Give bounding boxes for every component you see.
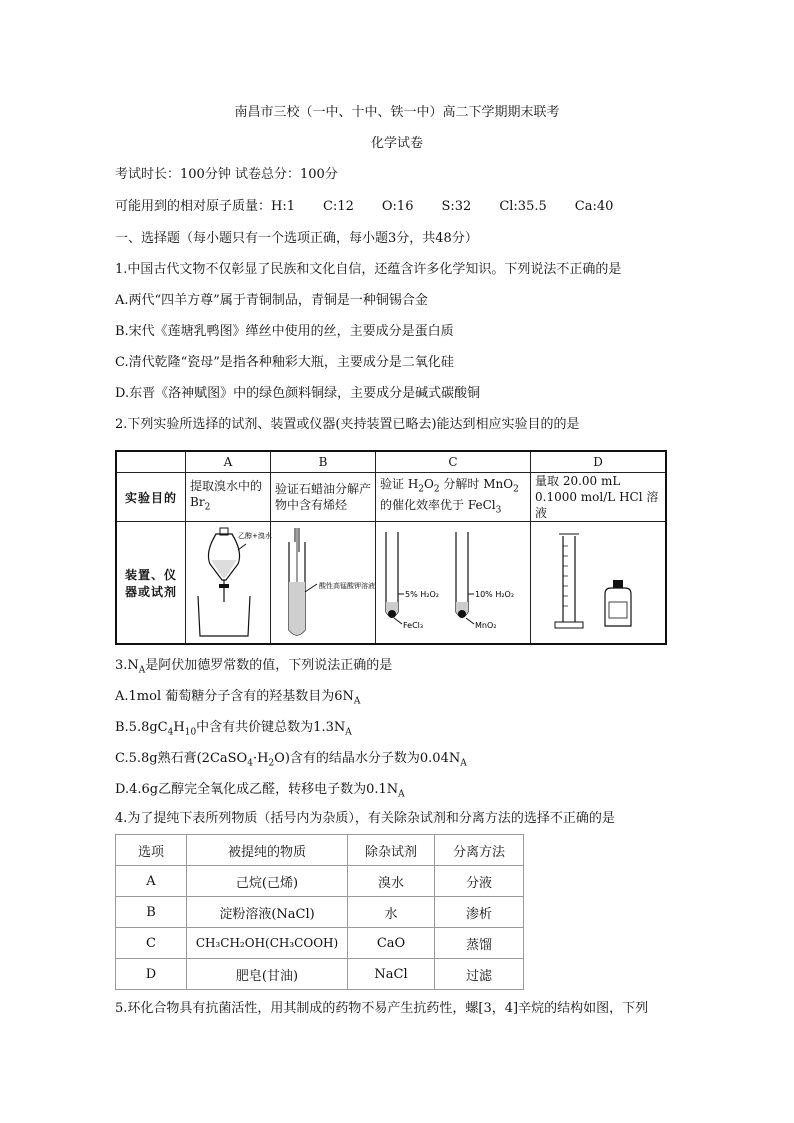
q2-purpose-c: 验证 $H_2O_2$ 分解时 MnO$_2$ 的催化效率优于 FeCl$_3$: [376, 473, 531, 522]
q2-apparatus-c: [376, 522, 531, 645]
section-heading: 一、选择题（每小题只有一个选项正确，每小题3分，共48分）: [115, 231, 478, 246]
q1-option-d: D.东晋《洛神赋图》中的绿色颜料铜绿，主要成分是碱式碳酸铜: [115, 386, 481, 401]
page-title: 南昌市三校（一中、十中、铁一中）高二下学期期末联考: [234, 105, 560, 120]
q1-option-b: B.宋代《莲塘乳鸭图》缂丝中使用的丝，主要成分是蛋白质: [115, 324, 454, 339]
table-row: A 己烷(己烯) 溴水 分液: [116, 866, 524, 897]
cylinder-and-bottle-icon: [535, 522, 661, 640]
q2-row-purpose: 实验目的: [116, 473, 186, 522]
q2-apparatus-a: [186, 522, 271, 645]
q4-header: 选项: [116, 835, 187, 866]
q2-col-c: C: [376, 451, 531, 473]
q4-header: 分离方法: [435, 835, 524, 866]
q4-header: 除杂试剂: [348, 835, 435, 866]
table-row: B 淀粉溶液(NaCl) 水 渗析: [116, 897, 524, 928]
q1-option-a: A.两代“四羊方尊”属于青铜制品，青铜是一种铜锡合金: [115, 293, 428, 308]
mass-c: C:12: [323, 199, 354, 214]
q4-header: 被提纯的物质: [187, 835, 348, 866]
q2-col-a: A: [186, 451, 271, 473]
mass-cl: Cl:35.5: [499, 199, 547, 214]
q1-stem: 1.中国古代文物不仅彰显了民族和文化自信，还蕴含许多化学知识。下列说法不正确的是: [115, 262, 622, 277]
q3-option-b: $B.5.8gC_4H_{10}$中含有共价键总数为$1.3N_A$: [115, 720, 352, 738]
mass-h: H:1: [271, 199, 296, 214]
separatory-funnel-icon: [190, 522, 272, 640]
q2-purpose-d: 量取 20.00 mL 0.1000 mol/L HCl 溶液: [531, 473, 667, 522]
q2-stem: 2.下列实验所选择的试剂、装置或仪器(夹持装置已略去)能达到相应实验目的的是: [115, 417, 580, 432]
atomic-masses: [115, 198, 613, 216]
q3-stem: $3.N_A$是阿伏加德罗常数的值，下列说法正确的是: [115, 658, 393, 676]
q2-apparatus-d: [531, 522, 667, 645]
q2-purpose-b: 验证石蜡油分解产物中含有烯烃: [271, 473, 376, 522]
q3-option-d: D.4.6g乙醇完全氧化成乙醛，转移电子数为$0.1N_A$: [115, 782, 405, 800]
table-row: C CH₃CH₂OH(CH₃COOH) CaO 蒸馏: [116, 928, 524, 959]
table-row: D 肥皂(甘油) NaCl 过滤: [116, 959, 524, 990]
two-test-tubes-icon: [380, 522, 526, 640]
tube2-top-label: 10% H₂O₂: [475, 590, 515, 599]
tube1-top-label: 5% H₂O₂: [405, 590, 439, 599]
page-subtitle: 化学试卷: [370, 136, 423, 151]
q4-stem: 4.为了提纯下表所列物质（括号内为杂质），有关除杂试剂和分离方法的选择不正确的是: [115, 811, 615, 826]
q2-col-d: D: [531, 451, 667, 473]
q2-col-b: B: [271, 451, 376, 473]
q5-stem: 5.环化合物具有抗菌活性，用其制成的药物不易产生抗药性，螺[3，4]辛烷的结构如图，下列: [115, 1001, 649, 1016]
q2-apparatus-b: [271, 522, 376, 645]
q2-row-apparatus: 装置、仪器或试剂: [116, 522, 186, 645]
mass-s: S:32: [441, 199, 472, 214]
mass-ca: Ca:40: [574, 199, 614, 214]
test-tube-icon: [275, 522, 375, 640]
tube-b-label: 酸性高锰酸钾溶液: [319, 582, 375, 590]
exam-info: 考试时长：100分钟 试卷总分：100分: [115, 167, 338, 182]
q2-table: [115, 450, 667, 645]
q3-option-c: C.5.8g熟石膏$(2CaSO_4\cdot H_2O)$含有的结晶水分子数为$0.04N_A$: [115, 751, 467, 769]
atomic-masses-label: 可能用到的相对原子质量：: [115, 199, 272, 214]
tube2-bottom-label: MnO₂: [475, 621, 497, 630]
funnel-label: 乙醇+溴水: [238, 532, 272, 540]
q3-option-a: A.1mol 葡萄糖分子含有的羟基数目为$6N_A$: [115, 689, 361, 707]
q2-purpose-a: 提取溴水中的 $Br_2$: [186, 473, 271, 522]
tube1-bottom-label: FeCl₃: [403, 621, 424, 630]
mass-o: O:16: [381, 199, 414, 214]
q4-table: [115, 834, 524, 990]
q1-option-c: C.清代乾隆“瓷母”是指各种釉彩大瓶，主要成分是二氧化硅: [115, 355, 454, 370]
